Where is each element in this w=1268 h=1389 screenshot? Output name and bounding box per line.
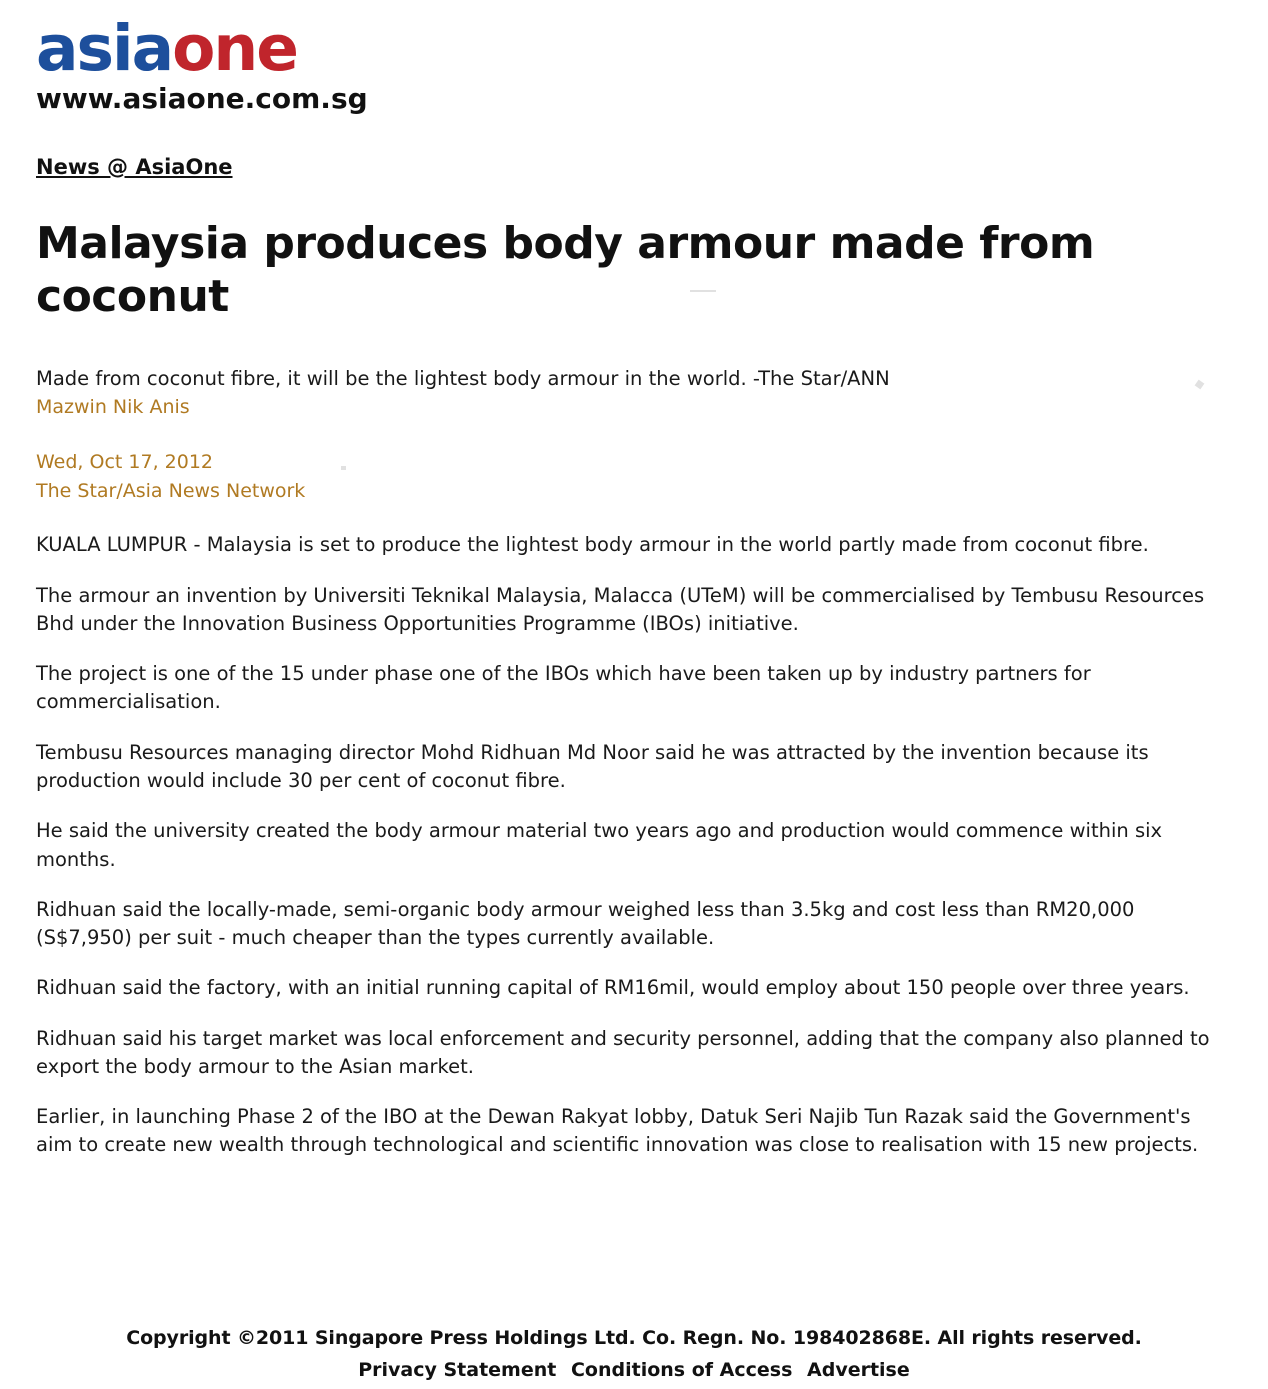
asiaone-logo[interactable] [36, 12, 1232, 85]
article-paragraph: Ridhuan said the factory, with an initial running capital of RM16mil, would employ about 150 people over three years. [36, 976, 1190, 1000]
article-paragraph: Ridhuan said the locally-made, semi-organic body armour weighed less than 3.5kg and cost less than RM20,000 (S$7,950) per suit - much cheaper than the types currently available. [36, 897, 1135, 950]
article-body [36, 531, 1232, 1159]
article-source: The Star/Asia News Network [36, 479, 306, 502]
page-footer [0, 1327, 1268, 1381]
article-author: Mazwin Nik Anis [36, 396, 190, 419]
article-paragraph: KUALA LUMPUR - Malaysia is set to produce the lightest body armour in the world partly made from coconut fibre. [36, 533, 1149, 557]
scan-artifact [341, 466, 346, 470]
article-meta [36, 448, 1232, 505]
section-link-news[interactable]: News @ AsiaOne [36, 154, 233, 179]
copyright-text: Copyright ©2011 Singapore Press Holdings Ltd. Co. Regn. No. 198402868E. All rights reserved. [126, 1327, 1142, 1349]
site-url: www.asiaone.com.sg [36, 81, 368, 115]
logo-text-one: one [172, 12, 297, 85]
scan-artifact [690, 290, 716, 292]
article-paragraph: The project is one of the 15 under phase one of the IBOs which have been taken up by industry partners for commercialisation. [36, 662, 1091, 714]
article-paragraph: The armour an invention by Universiti Teknikal Malaysia, Malacca (UTeM) will be commercialised by Tembusu Resources Bhd under the Innovation Business Opportunities Programme (IBOs) initiative. [36, 583, 1205, 635]
article-standfirst: Made from coconut fibre, it will be the lightest body armour in the world. -The Star/ANN [36, 367, 890, 391]
footer-link-privacy-statement[interactable]: Privacy Statement [358, 1359, 557, 1381]
article-paragraph: Ridhuan said his target market was local enforcement and security personnel, adding that the company also planned to export the body armour to the Asian market. [36, 1026, 1210, 1078]
logo-text-asia: asia [36, 12, 173, 85]
article-paragraph: Tembusu Resources managing director Mohd Ridhuan Md Noor said he was attracted by the invention because its production would include 30 per cent of coconut fibre. [36, 740, 1149, 792]
article-paragraph: Earlier, in launching Phase 2 of the IBO at the Dewan Rakyat lobby, Datuk Seri Najib Tun Razak said the Government's aim to create new wealth through technological and scientific innovation was close to realisation with 15 new projects. [36, 1105, 1199, 1157]
footer-link-advertise[interactable]: Advertise [807, 1359, 910, 1381]
page-title: Malaysia produces body armour made from coconut [36, 217, 1095, 323]
article-paragraph: He said the university created the body armour material two years ago and production would commence within six months. [36, 819, 1163, 871]
footer-links [0, 1359, 1268, 1381]
site-masthead [36, 12, 1232, 115]
article-date: Wed, Oct 17, 2012 [36, 451, 214, 474]
footer-link-conditions-of-access[interactable]: Conditions of Access [570, 1359, 793, 1381]
